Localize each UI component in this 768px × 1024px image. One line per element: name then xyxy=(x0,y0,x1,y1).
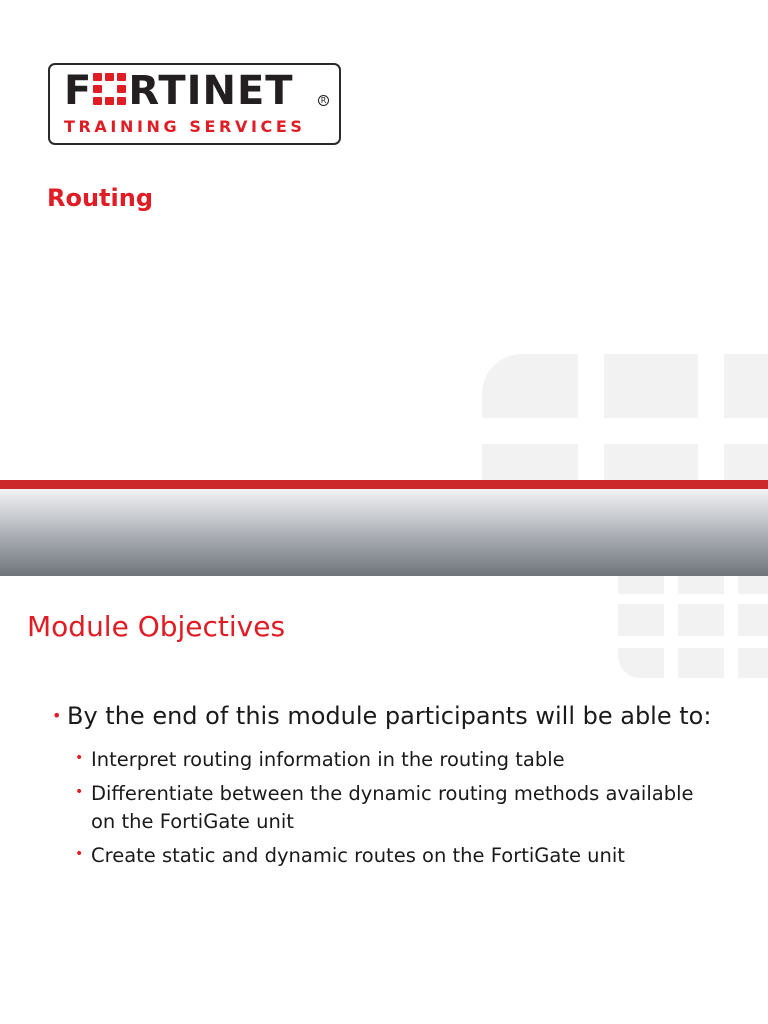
red-divider xyxy=(0,480,768,489)
deck-title: Routing xyxy=(47,184,154,212)
list-item xyxy=(52,700,712,732)
bullet-icon: • xyxy=(75,846,84,862)
logo-wordmark-left: F xyxy=(64,68,93,114)
fortinet-grid-icon xyxy=(93,73,127,105)
logo-wordmark-right: RTINET xyxy=(128,68,294,114)
bullet-icon: • xyxy=(75,750,84,766)
gray-banner xyxy=(0,489,768,576)
logo-wordmark xyxy=(64,69,294,113)
bullet-icon: • xyxy=(52,706,62,725)
logo-subtitle: TRAINING SERVICES xyxy=(64,117,306,136)
list-item-text: By the end of this module participants will be able to: xyxy=(67,702,712,730)
bullet-icon: • xyxy=(75,784,84,800)
sub-list-item-text: Create static and dynamic routes on the FortiGate unit xyxy=(91,844,625,867)
objectives-sub-list xyxy=(52,746,712,870)
slide-heading: Module Objectives xyxy=(27,610,286,643)
sub-list-item xyxy=(75,746,712,774)
sub-list-item-text: Interpret routing information in the routing table xyxy=(91,748,565,771)
sub-list-item xyxy=(75,842,712,870)
registered-mark-icon: R xyxy=(318,95,329,106)
sub-list-item-text: Differentiate between the dynamic routing methods available on the FortiGate unit xyxy=(91,782,694,833)
fortinet-training-logo xyxy=(48,63,341,145)
sub-list-item xyxy=(75,780,712,836)
objectives-list xyxy=(52,700,712,876)
